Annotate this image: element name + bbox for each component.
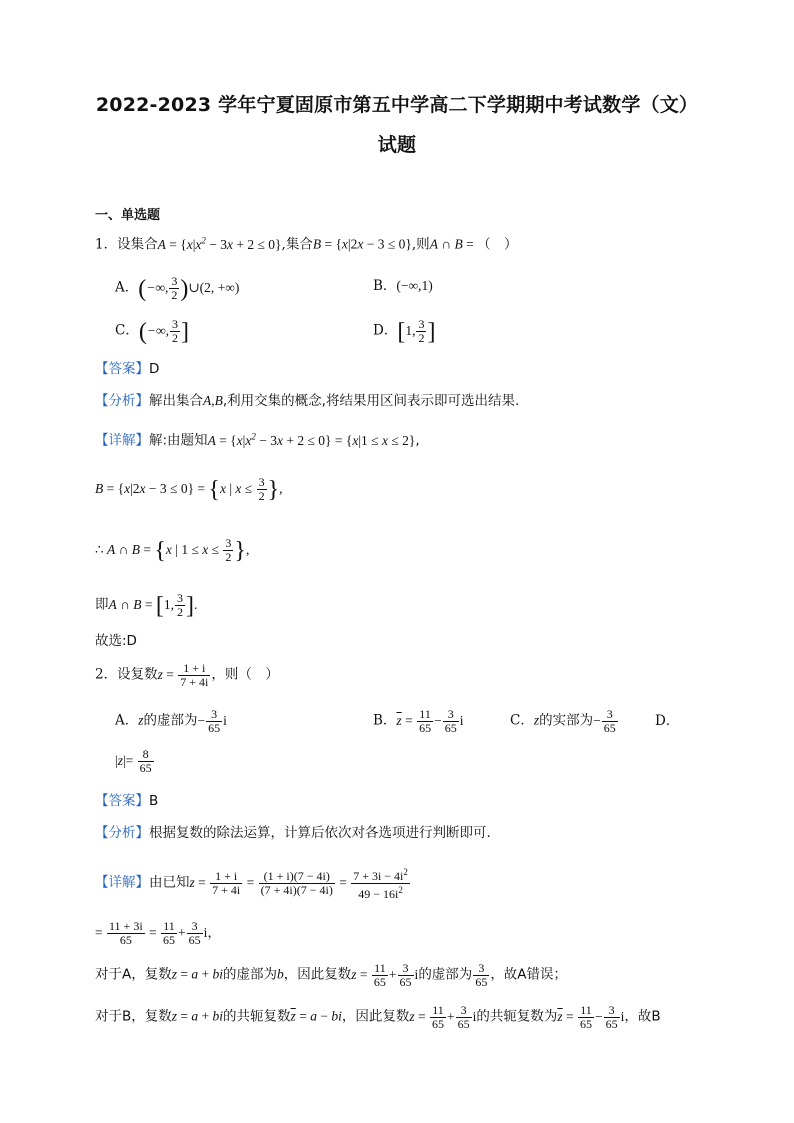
math-set-a-solved: $A = \{x|x^2 - 3x + 2 \le 0\} = \{x|1 \le x \le 2\}$ <box>207 431 416 448</box>
option-text: 的实部为 <box>539 712 594 729</box>
answer-line <box>95 358 159 380</box>
answer-tag: 【答案】 <box>95 361 149 377</box>
stem-text: （ ） <box>477 236 518 253</box>
math-imag: $\frac{3}{65}$ <box>475 961 488 989</box>
detail-tag: 【详解】 <box>95 874 149 891</box>
analysis-tag: 【分析】 <box>95 393 149 409</box>
analysis-line <box>95 390 519 412</box>
detail-line-1 <box>95 866 411 901</box>
option-label: B． <box>373 278 397 294</box>
math-set-a: $A = \{x|x^2 - 3x + 2 \le 0\}$ <box>157 235 282 252</box>
option-d[interactable] <box>655 710 679 732</box>
math-simplified: = $\frac{11 + 3i}{65}$ = $\frac{11}{65}$ + $\frac{3}{65}$ i， <box>95 919 221 947</box>
math-z-general: z = a + bi <box>171 966 224 982</box>
question-number: 1． <box>95 236 118 253</box>
detail-line-2 <box>95 476 282 503</box>
analysis-tag: 【分析】 <box>95 825 149 841</box>
stem-text: 设集合 <box>117 236 158 253</box>
detail-line-4 <box>95 592 197 619</box>
option-b[interactable] <box>373 708 463 735</box>
stem-text: ，则（ ） <box>211 666 279 683</box>
answer-tag: 【答案】 <box>95 793 149 809</box>
stem-text: ,集合 <box>281 236 313 253</box>
math-conj-general: $\overline{z} = a$ − bi <box>290 1008 342 1024</box>
detail-line-1 <box>95 425 420 452</box>
detail-text: , <box>415 432 420 449</box>
detail-text: 解:由题知 <box>149 432 208 449</box>
analysis-text: 根据复数的除法运算，计算后依次对各选项进行判断即可. <box>149 825 491 841</box>
math-option-b: $\overline{z}$ = $\frac{11}{65}$ − $\frac{3}{65}$ i <box>396 707 464 735</box>
detail-text: ，故B <box>624 1008 661 1025</box>
option-label: C． <box>510 712 534 729</box>
analysis-text: 解出集合 <box>149 393 203 409</box>
detail-line-3 <box>95 962 567 989</box>
math-z-def: z = $\frac{1 + i}{7 + 4i}$ <box>157 661 209 689</box>
option-d-value <box>115 748 155 775</box>
detail-text: ，因此复数 <box>283 966 352 983</box>
question-number: 2． <box>95 666 118 683</box>
math-intersection-solved: ∴ A ∩ B = {x | 1 ≤ x ≤ $\frac{3}{2}$ }, <box>95 536 250 564</box>
stem-text: ,则 <box>411 236 430 253</box>
option-c[interactable]: C．z的实部为− $\frac{3}{65}$ <box>510 708 619 735</box>
math-division: z = $\frac{1 + i}{7 + 4i}$ = $\frac{(1 + i)(7 - 4i)}{(7 + 4i)(7 - 4i)}$ = $\frac{7 + 3i - 4i^2}{49 - 16i^2}$ <box>189 867 408 901</box>
detail-line-3 <box>95 537 249 564</box>
option-c[interactable] <box>115 318 189 345</box>
option-a[interactable] <box>115 275 239 302</box>
option-label: B． <box>373 712 397 729</box>
detail-text: ，故A错误； <box>490 966 568 983</box>
detail-text: 的虚部为 <box>223 966 278 983</box>
section-header: 一、单选题 <box>95 208 161 223</box>
math-option-b: (−∞,1) <box>396 278 433 293</box>
detail-text: 的共轭复数为 <box>476 1008 558 1025</box>
analysis-line <box>95 822 491 844</box>
math-option-d: [1, $\frac{3}{2}$ ] <box>397 317 436 345</box>
analysis-text: ,利用交集的概念,将结果用区间表示即可选出结果. <box>222 393 520 409</box>
option-d[interactable] <box>373 318 435 345</box>
detail-line-2 <box>95 920 221 947</box>
detail-tag: 【详解】 <box>95 432 149 449</box>
detail-text: 即 <box>95 596 109 613</box>
math-option-a: − $\frac{3}{65}$ i <box>197 707 227 735</box>
detail-text: 对于A，复数 <box>95 966 172 983</box>
answer-value: D <box>149 361 160 377</box>
math-conj-value: $\overline{z}$ = $\frac{11}{65}$ − $\frac{3}{65}$ i <box>557 1003 625 1031</box>
answer-line <box>95 790 158 812</box>
question-2-stem <box>95 662 279 689</box>
option-b[interactable] <box>373 275 433 297</box>
option-label: C． <box>115 322 139 339</box>
math-z-value: z = $\frac{11}{65}$ + $\frac{3}{65}$ i <box>351 961 419 989</box>
math-z-general: z = a + bi <box>171 1008 224 1024</box>
page-title: 2022-2023 学年宁夏固原市第五中学高二下学期期中考试数学（文） <box>95 94 699 116</box>
option-label: D． <box>655 713 680 729</box>
conclusion-line: 故选:D <box>95 633 137 649</box>
math-option-d: |z|= $\frac{8}{65}$ <box>115 747 152 775</box>
math-b: b <box>277 966 284 982</box>
detail-text: 的虚部为 <box>418 966 473 983</box>
math-option-c: − $\frac{3}{65}$ <box>593 707 616 735</box>
math-z-value: z = $\frac{11}{65}$ + $\frac{3}{65}$ i <box>409 1003 477 1031</box>
option-a[interactable]: A．z的虚部为− $\frac{3}{65}$ i <box>115 707 227 735</box>
option-label: A． <box>115 279 139 296</box>
math-ab: A,B <box>203 393 223 408</box>
option-text: 的虚部为 <box>143 712 198 729</box>
stem-text: 设复数 <box>117 666 158 683</box>
math-option-c: (−∞, $\frac{3}{2}$ ] <box>138 317 189 345</box>
option-label: A． <box>115 712 139 729</box>
question-1-stem <box>95 229 518 256</box>
detail-text: 由已知 <box>149 874 190 891</box>
page-title-line2: 试题 <box>377 134 417 156</box>
detail-text: 对于B，复数 <box>95 1008 172 1025</box>
math-intersection: A ∩ B = <box>429 236 478 252</box>
math-set-b: B = {x|2x − 3 ≤ 0} <box>312 236 412 252</box>
detail-text: 的共轭复数 <box>223 1008 291 1025</box>
option-label: D． <box>373 322 398 339</box>
answer-value: B <box>149 793 159 809</box>
math-result: A ∩ B = [1, $\frac{3}{2}$ ]. <box>108 591 198 619</box>
math-set-b-solved: B = {x|2x − 3 ≤ 0} = {x | x ≤ $\frac{3}{2}$ }, <box>95 475 283 503</box>
math-option-a: (−∞, $\frac{3}{2}$ )∪(2, +∞) <box>138 274 240 302</box>
detail-text: ，因此复数 <box>341 1008 410 1025</box>
detail-line-4 <box>95 1004 661 1031</box>
